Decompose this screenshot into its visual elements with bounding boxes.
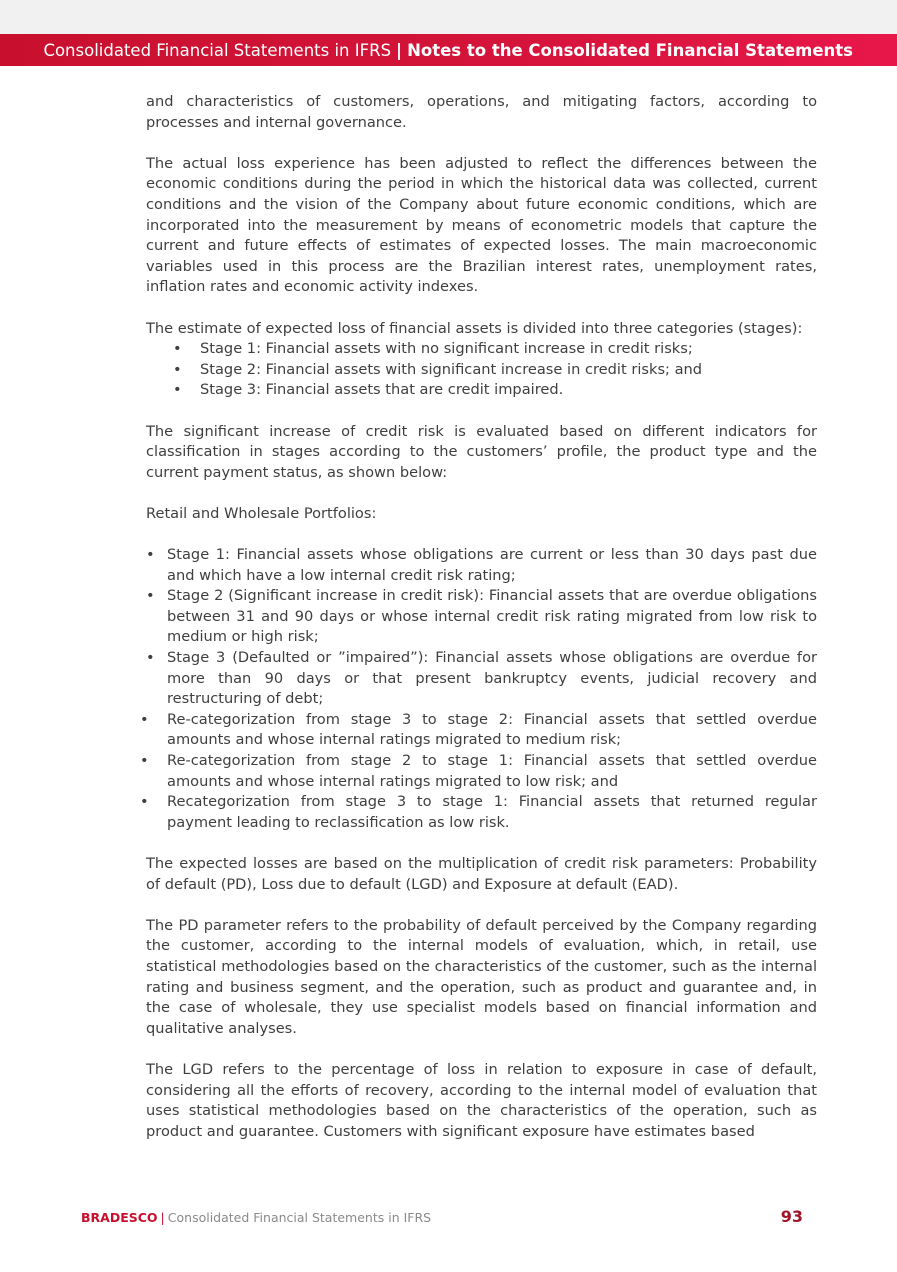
paragraph: and characteristics of customers, operations, and mitigating factors, according to processes and internal governance. bbox=[146, 93, 817, 131]
header-separator: | bbox=[396, 40, 403, 60]
page-footer bbox=[81, 1210, 431, 1225]
footer-brand: BRADESCO bbox=[81, 1210, 158, 1225]
body-text bbox=[146, 92, 817, 1142]
paragraph: The LGD refers to the percentage of loss in relation to exposure in case of default, considering all the efforts of recovery, according to the internal model of evaluation that uses statistical methodologies based on the characteristics of the operation, such as product and guarantee. Customers with significant exposure have estimates based bbox=[146, 1060, 817, 1140]
paragraph: Retail and Wholesale Portfolios: bbox=[146, 504, 377, 522]
stages-list bbox=[146, 339, 817, 401]
footer-doc-title: Consolidated Financial Statements in IFRS bbox=[167, 1210, 432, 1225]
list-item: • Re-categorization from stage 3 to stage 2: Financial assets that settled overdue amounts and whose internal ratings migrated to medium risk; bbox=[146, 710, 817, 751]
page-header bbox=[0, 34, 897, 66]
list-item: • Stage 3 (Defaulted or ”impaired”): Financial assets whose obligations are overdue for more than 90 days or that present bankruptcy events, judicial recovery and restructuring of debt; bbox=[146, 648, 817, 710]
header-section-title: Notes to the Consolidated Financial Statements bbox=[407, 40, 853, 60]
list-item: • Stage 2 (Significant increase in credit risk): Financial assets that are overdue obligations between 31 and 90 days or whose internal credit risk rating migrated from low risk to medium or high risk; bbox=[146, 586, 817, 648]
top-margin bbox=[0, 0, 897, 34]
footer-separator: | bbox=[160, 1210, 165, 1225]
page-number: 93 bbox=[780, 1207, 803, 1226]
header-doc-title: Consolidated Financial Statements in IFRS bbox=[43, 40, 392, 60]
list-item: • Stage 2: Financial assets with significant increase in credit risks; and bbox=[146, 360, 817, 381]
paragraph: The significant increase of credit risk is evaluated based on different indicators for classification in stages according to the customers’ profile, the product type and the current payment status, as shown below: bbox=[146, 422, 817, 481]
list-item: • Re-categorization from stage 2 to stage 1: Financial assets that settled overdue amounts and whose internal ratings migrated to low risk; and bbox=[146, 751, 817, 792]
list-item: • Stage 1: Financial assets with no significant increase in credit risks; bbox=[146, 339, 817, 360]
list-item: • Stage 1: Financial assets whose obligations are current or less than 30 days past due and which have a low internal credit risk rating; bbox=[146, 545, 817, 586]
list-item: • Stage 3: Financial assets that are credit impaired. bbox=[146, 380, 817, 401]
paragraph: The estimate of expected loss of financial assets is divided into three categories (stages): bbox=[146, 319, 803, 337]
list-item: • Recategorization from stage 3 to stage 1: Financial assets that returned regular payment leading to reclassification as low risk. bbox=[146, 792, 817, 833]
portfolio-criteria-list bbox=[146, 545, 817, 833]
paragraph: The PD parameter refers to the probability of default perceived by the Company regarding the customer, according to the internal models of evaluation, which, in retail, use statistical methodologies based on the characteristics of the customer, such as the internal rating and business segment, and the operation, such as product and guarantee and, in the case of wholesale, they use specialist models based on financial information and qualitative analyses. bbox=[146, 916, 817, 1037]
paragraph: The actual loss experience has been adjusted to reflect the differences between the economic conditions during the period in which the historical data was collected, current conditions and the vision of the Company about future economic conditions, which are incorporated into the measurement by means of econometric models that capture the current and future effects of estimates of expected losses. The main macroeconomic variables used in this process are the Brazilian interest rates, unemployment rates, inflation rates and economic activity indexes. bbox=[146, 154, 817, 296]
paragraph: The expected losses are based on the multiplication of credit risk parameters: Probability of default (PD), Loss due to default (LGD) and Exposure at default (EAD). bbox=[146, 854, 817, 893]
